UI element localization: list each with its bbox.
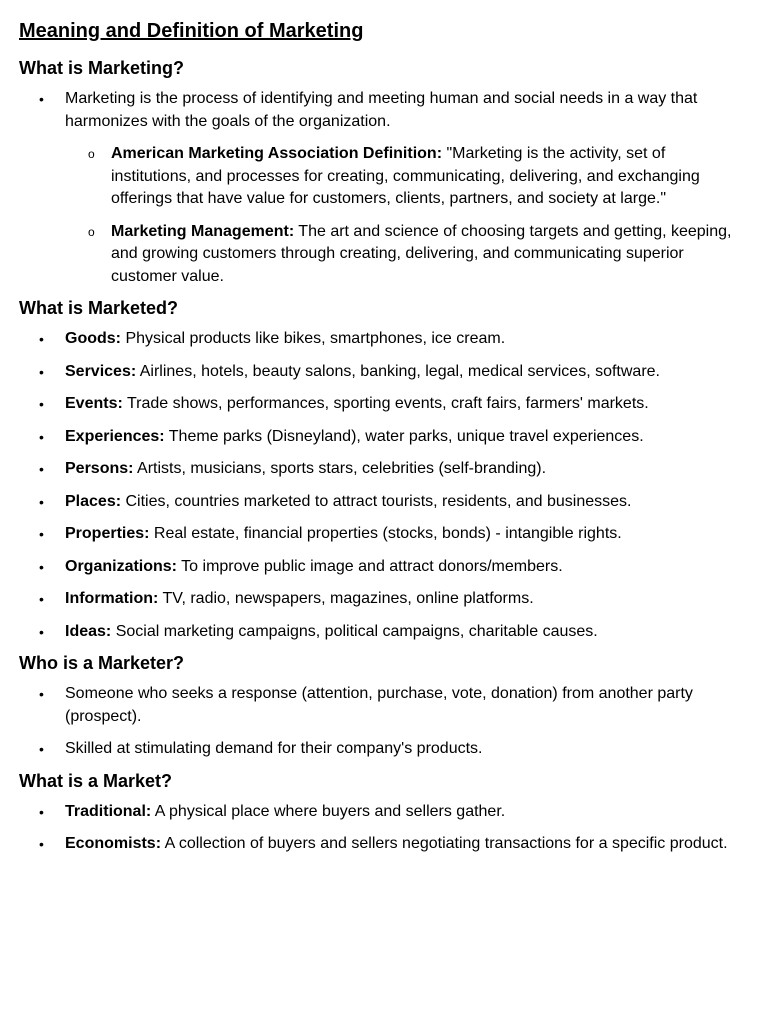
bullet-icon: •: [39, 686, 44, 702]
list-item: [19, 683, 748, 728]
item-text: Artists, musicians, sports stars, celebrities (self-branding).: [133, 460, 547, 477]
item-text: Someone who seeks a response (attention, purchase, vote, donation) from another party (prospect).: [65, 685, 693, 725]
item-term: American Marketing Association Definition:: [111, 145, 443, 162]
item-term: Goods:: [65, 330, 121, 347]
item-term: Economists:: [65, 835, 162, 852]
item-term: Experiences:: [65, 427, 165, 445]
bullet-icon: •: [39, 591, 44, 607]
item-text: A collection of buyers and sellers negotiating transactions for a specific product.: [161, 835, 728, 852]
list-item: [19, 88, 748, 288]
bullet-icon: •: [39, 363, 44, 380]
list-item: [19, 426, 748, 449]
bullet-icon: •: [39, 331, 44, 347]
item-text: Social marketing campaigns, political campaigns, charitable causes.: [111, 622, 598, 640]
bullet-icon: •: [39, 526, 44, 542]
item-text: To improve public image and attract donors/members.: [177, 557, 563, 575]
section-heading: Who is a Marketer?: [19, 653, 185, 673]
bullet-icon: •: [39, 558, 44, 575]
item-text: Marketing is the process of identifying and meeting human and social needs in a way that harmonizes with the goals of the organization.: [65, 90, 698, 130]
item-text: Cities, countries marketed to attract tourists, residents, and businesses.: [121, 492, 632, 510]
item-term: Ideas:: [65, 622, 112, 640]
circle-bullet-icon: o: [88, 147, 95, 161]
item-term: Marketing Management:: [111, 222, 295, 240]
item-text: Airlines, hotels, beauty salons, banking, legal, medical services, software.: [136, 362, 660, 380]
sub-bullet-list: [65, 143, 748, 288]
bullet-icon: •: [39, 396, 44, 412]
section-heading: What is Marketed?: [19, 298, 179, 318]
item-text: Trade shows, performances, sporting events, craft fairs, farmers' markets.: [122, 395, 649, 412]
list-item: [19, 621, 748, 644]
list-item: [19, 328, 748, 351]
item-text: TV, radio, newspapers, magazines, online platforms.: [158, 590, 534, 607]
section-heading: What is a Market?: [19, 770, 173, 791]
sub-list-item: [65, 221, 748, 289]
bullet-icon: •: [39, 836, 44, 852]
bullet-list: [19, 801, 748, 856]
list-item: [19, 556, 748, 579]
bullet-list: [19, 683, 748, 761]
list-item: [19, 491, 748, 514]
bullet-icon: •: [39, 493, 44, 510]
document-title: Meaning and Definition of Marketing: [19, 20, 364, 42]
item-term: Events:: [65, 395, 123, 412]
bullet-icon: •: [39, 91, 44, 107]
item-term: Traditional:: [65, 802, 152, 820]
item-text: Theme parks (Disneyland), water parks, unique travel experiences.: [164, 427, 644, 445]
item-text: The art and science of choosing targets and getting, keeping, and growing customers through creating, delivering, and communicating superior customer value.: [111, 222, 732, 285]
list-item: [19, 801, 748, 824]
sub-list-item: [65, 143, 748, 211]
list-item: [19, 833, 748, 856]
item-text: A physical place where buyers and sellers gather.: [151, 802, 506, 820]
list-item: [19, 361, 748, 384]
list-item: [19, 393, 748, 416]
item-term: Information:: [65, 590, 159, 607]
list-item: [19, 738, 748, 761]
item-term: Properties:: [65, 525, 150, 542]
list-item: [19, 458, 748, 481]
bullet-icon: •: [39, 623, 44, 640]
bullet-list: [19, 328, 748, 643]
bullet-list: [19, 88, 748, 288]
item-text: Skilled at stimulating demand for their company's products.: [65, 740, 483, 757]
item-term: Places:: [65, 492, 122, 510]
item-term: Organizations:: [65, 557, 178, 575]
list-item: [19, 588, 748, 611]
item-term: Persons:: [65, 460, 134, 477]
section-heading: What is Marketing?: [19, 58, 185, 78]
item-text: Real estate, financial properties (stocks, bonds) - intangible rights.: [149, 525, 622, 542]
bullet-icon: •: [39, 461, 44, 477]
item-term: Services:: [65, 362, 137, 380]
list-item: [19, 523, 748, 546]
item-text: "Marketing is the activity, set of institutions, and processes for creating, communicating, delivering, and exchanging offerings that have value for customers, clients, partners, and society at large.": [111, 145, 700, 207]
bullet-icon: •: [39, 428, 44, 445]
item-text: Physical products like bikes, smartphones, ice cream.: [121, 330, 506, 347]
bullet-icon: •: [39, 803, 44, 820]
circle-bullet-icon: o: [88, 224, 95, 239]
bullet-icon: •: [39, 741, 44, 757]
